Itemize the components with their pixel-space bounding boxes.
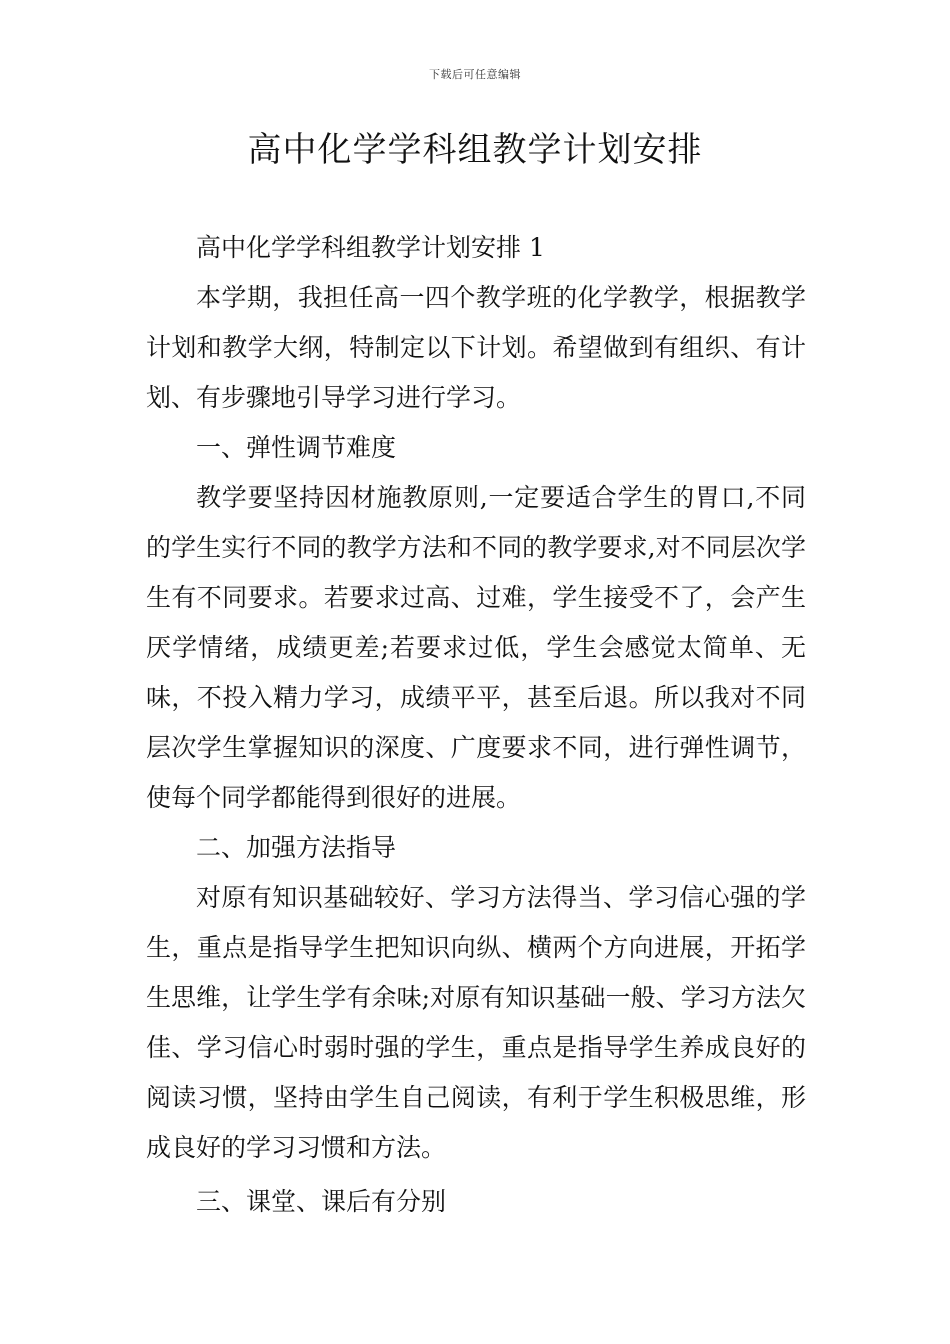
section-2-paragraph: 对原有知识基础较好、学习方法得当、学习信心强的学生，重点是指导学生把知识向纵、横两个方向进展，开拓学生思维，让学生学有余味;对原有知识基础一般、学习方法欠佳、学习信心时弱时强的学生，重点是指导学生养成良好的阅读习惯，坚持由学生自己阅读，有利于学生积极思维，形成良好的学习习惯和方法。 (146, 883, 806, 1162)
section-heading-2: 二、加强方法指导 (196, 833, 397, 862)
header-note: 下载后可任意编辑 (429, 68, 521, 81)
intro-paragraph: 本学期，我担任高一四个教学班的化学教学，根据教学计划和教学大纲，特制定以下计划。希望做到有组织、有计划、有步骤地引导学习进行学习。 (146, 283, 806, 412)
document-body (146, 223, 806, 1227)
document-title: 高中化学学科组教学计划安排 (247, 130, 703, 170)
section-heading-1: 一、弹性调节难度 (196, 433, 397, 462)
section-subtitle: 高中化学学科组教学计划安排 1 (196, 233, 545, 262)
section-heading-3: 三、课堂、课后有分别 (196, 1187, 447, 1216)
section-1-paragraph: 教学要坚持因材施教原则,一定要适合学生的胃口,不同的学生实行不同的教学方法和不同的教学要求,对不同层次学生有不同要求。若要求过高、过难，学生接受不了，会产生厌学情绪，成绩更差;若要求过低，学生会感觉太简单、无味，不投入精力学习，成绩平平，甚至后退。所以我对不同层次学生掌握知识的深度、广度要求不同，进行弹性调节，使每个同学都能得到很好的进展。 (146, 483, 806, 812)
